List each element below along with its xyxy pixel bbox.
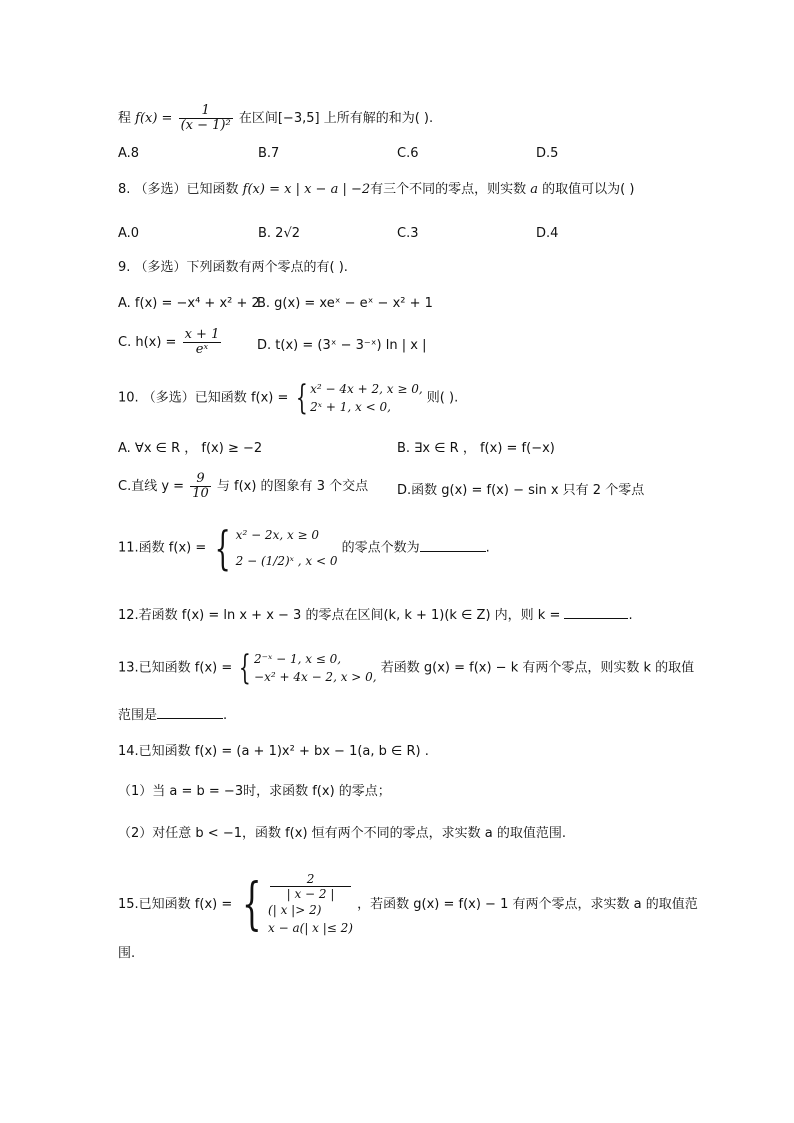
q14-part2: （2）对任意 b < −1，函数 f(x) 恒有两个不同的零点，求实数 a 的取值范围.: [118, 826, 567, 841]
q15-brace: {: [242, 871, 263, 937]
q10-option-d: D.函数 g(x) = f(x) − sin x 只有 2 个零点: [397, 483, 645, 498]
q12-answer-blank[interactable]: [564, 606, 628, 619]
q12-text-a: 12.若函数 f(x) = ln x + x − 3 的零点在区间(k, k + 1)(k ∈ Z) 内，则 k =: [118, 608, 565, 623]
q9-option-c-fraction: [183, 328, 222, 357]
q13-cases: [254, 650, 377, 686]
q11-brace: {: [214, 521, 232, 575]
q15-stem-cont: 围.: [118, 946, 136, 961]
q10-option-c-fraction: [190, 472, 211, 501]
q15-case1-den: | x − 2 |: [286, 887, 335, 901]
q8-formula: f(x) = x | x − a | −2: [242, 182, 371, 197]
q9-option-c-num: x + 1: [184, 327, 220, 342]
q7-stem: [118, 104, 433, 133]
q7-lhs: f(x) =: [135, 111, 177, 126]
q7-den: (x − 1)²: [180, 118, 231, 133]
q10-text-b: 则( ).: [422, 390, 459, 406]
q15-text-b: ，若函数 g(x) = f(x) − 1 有两个零点，求实数 a 的取值范: [353, 897, 698, 912]
q8-option-b: B. 2√2: [258, 226, 301, 241]
q14-part1: （1）当 a = b = −3时，求函数 f(x) 的零点；: [118, 784, 391, 799]
q13-brace: {: [239, 648, 252, 688]
q13-text-b: 若函数 g(x) = f(x) − k 有两个零点，则实数 k 的取值: [376, 660, 695, 676]
q13-answer-blank[interactable]: [157, 706, 223, 719]
q10-text-a: 10. （多选）已知函数 f(x) =: [118, 390, 293, 406]
q8-text-c: 的取值可以为( ): [538, 182, 635, 197]
q15-cases: [268, 872, 353, 937]
q9-option-b: B. g(x) = xeˣ − eˣ − x² + 1: [257, 296, 433, 311]
q10-brace: {: [295, 378, 308, 418]
q12-text-b: .: [628, 608, 633, 623]
q10-case1: x² − 4x + 2, x ≥ 0,: [310, 382, 423, 396]
q7-option-d: D.5: [536, 146, 559, 161]
q15-case1-cond: (| x |> 2): [268, 903, 322, 917]
q15-case1-num: 2: [270, 872, 351, 887]
q13-case2: −x² + 4x − 2, x > 0,: [254, 670, 377, 684]
q10-option-c-num: 9: [190, 472, 211, 487]
q10-case2: 2ˣ + 1, x < 0,: [310, 400, 391, 414]
q15-text-a: 15.已知函数 f(x) =: [118, 897, 237, 912]
q9-option-c: [118, 328, 223, 357]
q10-option-c-den: 10: [192, 486, 209, 501]
q11-cases: [236, 522, 338, 574]
q10-cases: [310, 380, 423, 416]
q11-text-b: 的零点个数为: [337, 540, 420, 556]
q11-case1: x² − 2x, x ≥ 0: [235, 528, 320, 542]
q11-stem: [118, 522, 490, 574]
q7-option-b: B.7: [258, 146, 280, 161]
q8-stem: [118, 180, 634, 200]
q13-text-c: 范围是: [118, 708, 158, 723]
q9-option-a: A. f(x) = −x⁴ + x² + 2: [118, 296, 260, 311]
q9-stem: 9. （多选）下列函数有两个零点的有( ).: [118, 260, 348, 275]
q11-case2: 2 − (1/2)ˣ , x < 0: [235, 554, 338, 568]
q13-stem-cont: [118, 706, 227, 726]
q11-answer-blank[interactable]: [420, 539, 486, 552]
q13-text-a: 13.已知函数 f(x) =: [118, 660, 237, 676]
q7-prefix: 程: [118, 111, 136, 126]
q15-case2: x − a(| x |≤ 2): [268, 921, 353, 935]
q7-option-a: A.8: [118, 146, 140, 161]
q11-text-c: .: [485, 540, 490, 556]
q15-case1: [268, 872, 353, 919]
q7-suffix: 在区间[−3,5] 上所有解的和为( ).: [234, 111, 434, 126]
q9-option-c-den: eˣ: [195, 342, 209, 357]
q9-option-c-prefix: C. h(x) =: [118, 335, 181, 350]
q12-stem: [118, 606, 633, 626]
q10-option-a: A. ∀x ∈ R ， f(x) ≥ −2: [118, 441, 263, 456]
q10-stem: [118, 380, 458, 416]
q11-text-a: 11.函数 f(x) =: [118, 540, 211, 556]
q8-var: a: [530, 182, 539, 197]
q7-option-c: C.6: [397, 146, 419, 161]
q10-option-c-b: 与 f(x) 的图象有 3 个交点: [212, 479, 369, 494]
q9-option-d: D. t(x) = (3ˣ − 3⁻ˣ) ln | x |: [257, 338, 427, 353]
q7-fraction: [179, 104, 233, 133]
q14-stem: 14.已知函数 f(x) = (a + 1)x² + bx − 1(a, b ∈ R) .: [118, 744, 429, 759]
q7-num: 1: [179, 104, 233, 119]
q8-option-a: A.0: [118, 226, 140, 241]
q15-stem: [118, 872, 698, 937]
q13-text-d: .: [223, 708, 228, 723]
q13-stem: [118, 650, 694, 686]
q13-case1: 2⁻ˣ − 1, x ≤ 0,: [254, 652, 342, 666]
q10-option-c-a: C.直线 y =: [118, 479, 189, 494]
q15-case1-fraction: [270, 872, 351, 901]
q10-option-c: [118, 472, 368, 501]
q8-text-a: 8. （多选）已知函数: [118, 182, 243, 197]
q8-option-c: C.3: [397, 226, 419, 241]
q8-text-b: 有三个不同的零点，则实数: [370, 182, 531, 197]
q10-option-b: B. ∃x ∈ R ， f(x) = f(−x): [397, 441, 555, 456]
q8-option-d: D.4: [536, 226, 559, 241]
